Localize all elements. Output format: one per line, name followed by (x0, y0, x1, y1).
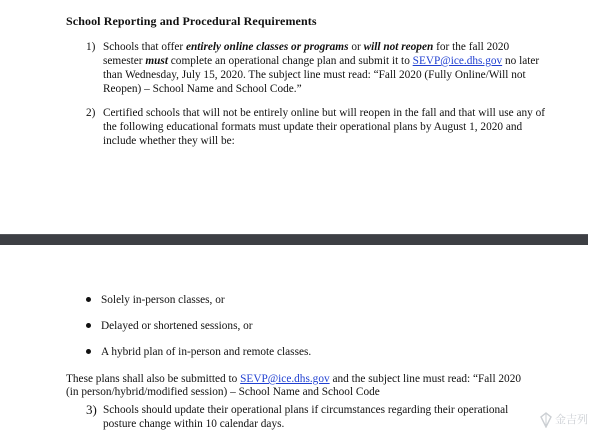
text-run: no later than Wednesday, July 15, 2020. The subject line must read: “Fall 2020 (Fully Online/Will not Reopen) – School Name and School Code.” (103, 55, 540, 95)
watermark (539, 408, 595, 432)
bullet-icon (86, 297, 91, 302)
item-text: Schools should update their operational plans if circumstances regarding their operational posture change within 10 calendar days. (103, 404, 509, 430)
emphasis-text: entirely online classes or programs (185, 41, 349, 53)
email-link[interactable]: SEVP@ice.dhs.gov (240, 373, 330, 385)
watermark-text: 金吉列 (555, 413, 588, 426)
text-run: These plans shall also be submitted to (66, 373, 241, 385)
item-number: 2) (86, 107, 96, 119)
list-item (86, 293, 311, 319)
text-run: for the fall 2020 semester (103, 41, 510, 67)
text-run: complete an operational change plan and submit it to (167, 55, 413, 67)
text-run: and the subject line must read: “Fall 2020 (in person/hybrid/modified session) – School Name and School Code (66, 373, 521, 398)
emphasis-text: will not reopen (363, 41, 434, 53)
text-run: Schools that offer (103, 41, 186, 53)
item-text: Certified schools that will not be entirely online but will reopen in the fall and that will use any of the following educational formats must update their operational plans by August 1, 2020 and include whether they will be: (103, 107, 546, 147)
submission-paragraph (66, 373, 526, 399)
list-item (86, 345, 311, 371)
numbered-item-1 (86, 40, 546, 96)
item-text (103, 40, 546, 96)
numbered-item-3 (86, 403, 526, 431)
bullet-icon (86, 349, 91, 354)
text-run: or (348, 41, 364, 53)
bullet-icon (86, 323, 91, 328)
format-list (86, 293, 311, 371)
email-link[interactable]: SEVP@ice.dhs.gov (412, 55, 503, 67)
section-heading: School Reporting and Procedural Requirements (66, 14, 317, 28)
emphasis-text: must (145, 55, 168, 67)
item-number: 1) (86, 41, 96, 53)
page-divider (0, 234, 588, 245)
logo-icon (539, 412, 553, 428)
list-item-text: A hybrid plan of in-person and remote classes. (101, 346, 312, 358)
list-item (86, 319, 311, 345)
numbered-item-2 (86, 106, 546, 148)
list-item-text: Delayed or shortened sessions, or (101, 320, 253, 332)
item-number: 3) (86, 402, 97, 417)
list-item-text: Solely in-person classes, or (101, 294, 225, 306)
